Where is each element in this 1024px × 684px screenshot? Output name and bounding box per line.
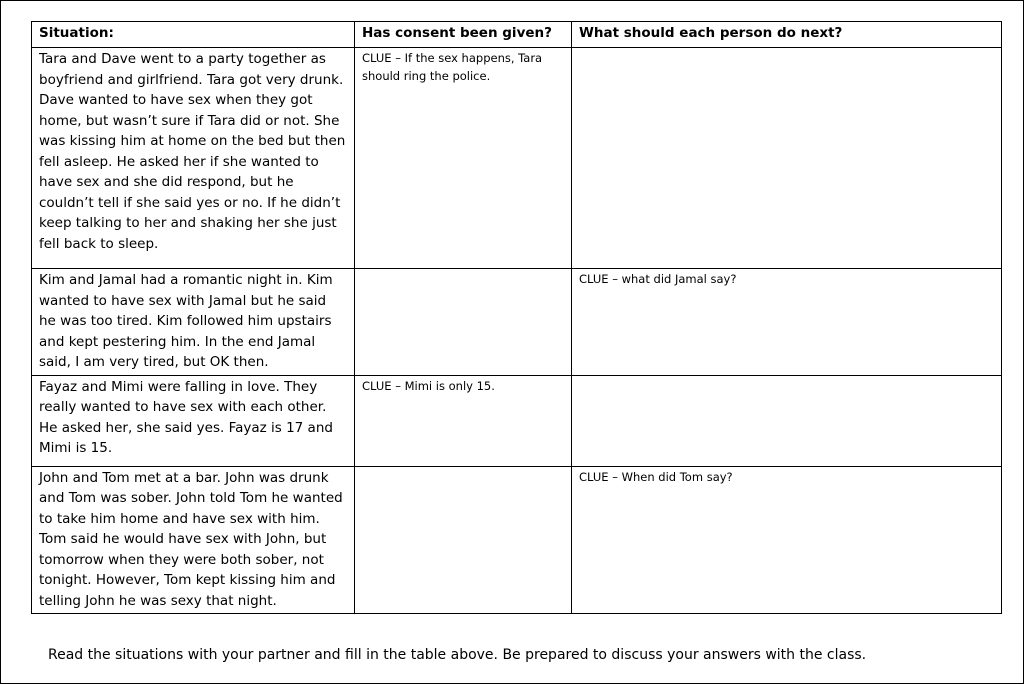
situation-cell: Fayaz and Mimi were falling in love. They really wanted to have sex with each other. He asked her, she said yes. Fayaz is 17 and Mimi is 15.	[32, 375, 355, 466]
consent-cell[interactable]: CLUE – Mimi is only 15.	[355, 375, 572, 466]
table-row	[32, 466, 1002, 614]
consent-cell[interactable]	[355, 466, 572, 614]
next-steps-cell[interactable]	[572, 48, 1002, 269]
next-steps-cell[interactable]: CLUE – what did Jamal say?	[572, 269, 1002, 376]
instruction-text: Read the situations with your partner and fill in the table above. Be prepared to discuss your answers with the class.	[48, 647, 867, 663]
table-header-row	[32, 22, 1002, 48]
consent-header: Has consent been given?	[355, 22, 572, 48]
table-row	[32, 375, 1002, 466]
situation-header: Situation:	[32, 22, 355, 48]
situation-cell: Kim and Jamal had a romantic night in. Kim wanted to have sex with Jamal but he said he was too tired. Kim followed him upstairs and kept pestering him. In the end Jamal said, I am very tired, but OK then.	[32, 269, 355, 376]
consent-cell[interactable]: CLUE – If the sex happens, Tara should ring the police.	[355, 48, 572, 269]
consent-cell[interactable]	[355, 269, 572, 376]
table-row	[32, 48, 1002, 269]
next-steps-cell[interactable]	[572, 375, 1002, 466]
table-row	[32, 269, 1002, 376]
situation-cell: Tara and Dave went to a party together as boyfriend and girlfriend. Tara got very drunk. Dave wanted to have sex when they got home, but wasn’t sure if Tara did or not. She was kissing him at home on the bed but then fell asleep. He asked her if she wanted to have sex and she did respond, but he couldn’t tell if she said yes or no. If he didn’t keep talking to her and shaking her she just fell back to sleep.	[32, 48, 355, 269]
consent-table	[31, 21, 1002, 614]
situation-cell: John and Tom met at a bar. John was drunk and Tom was sober. John told Tom he wanted to take him home and have sex with him. Tom said he would have sex with John, but tomorrow when they were both sober, not tonight. However, Tom kept kissing him and telling John he was sexy that night.	[32, 466, 355, 614]
next-steps-cell[interactable]: CLUE – When did Tom say?	[572, 466, 1002, 614]
next-steps-header: What should each person do next?	[572, 22, 1002, 48]
